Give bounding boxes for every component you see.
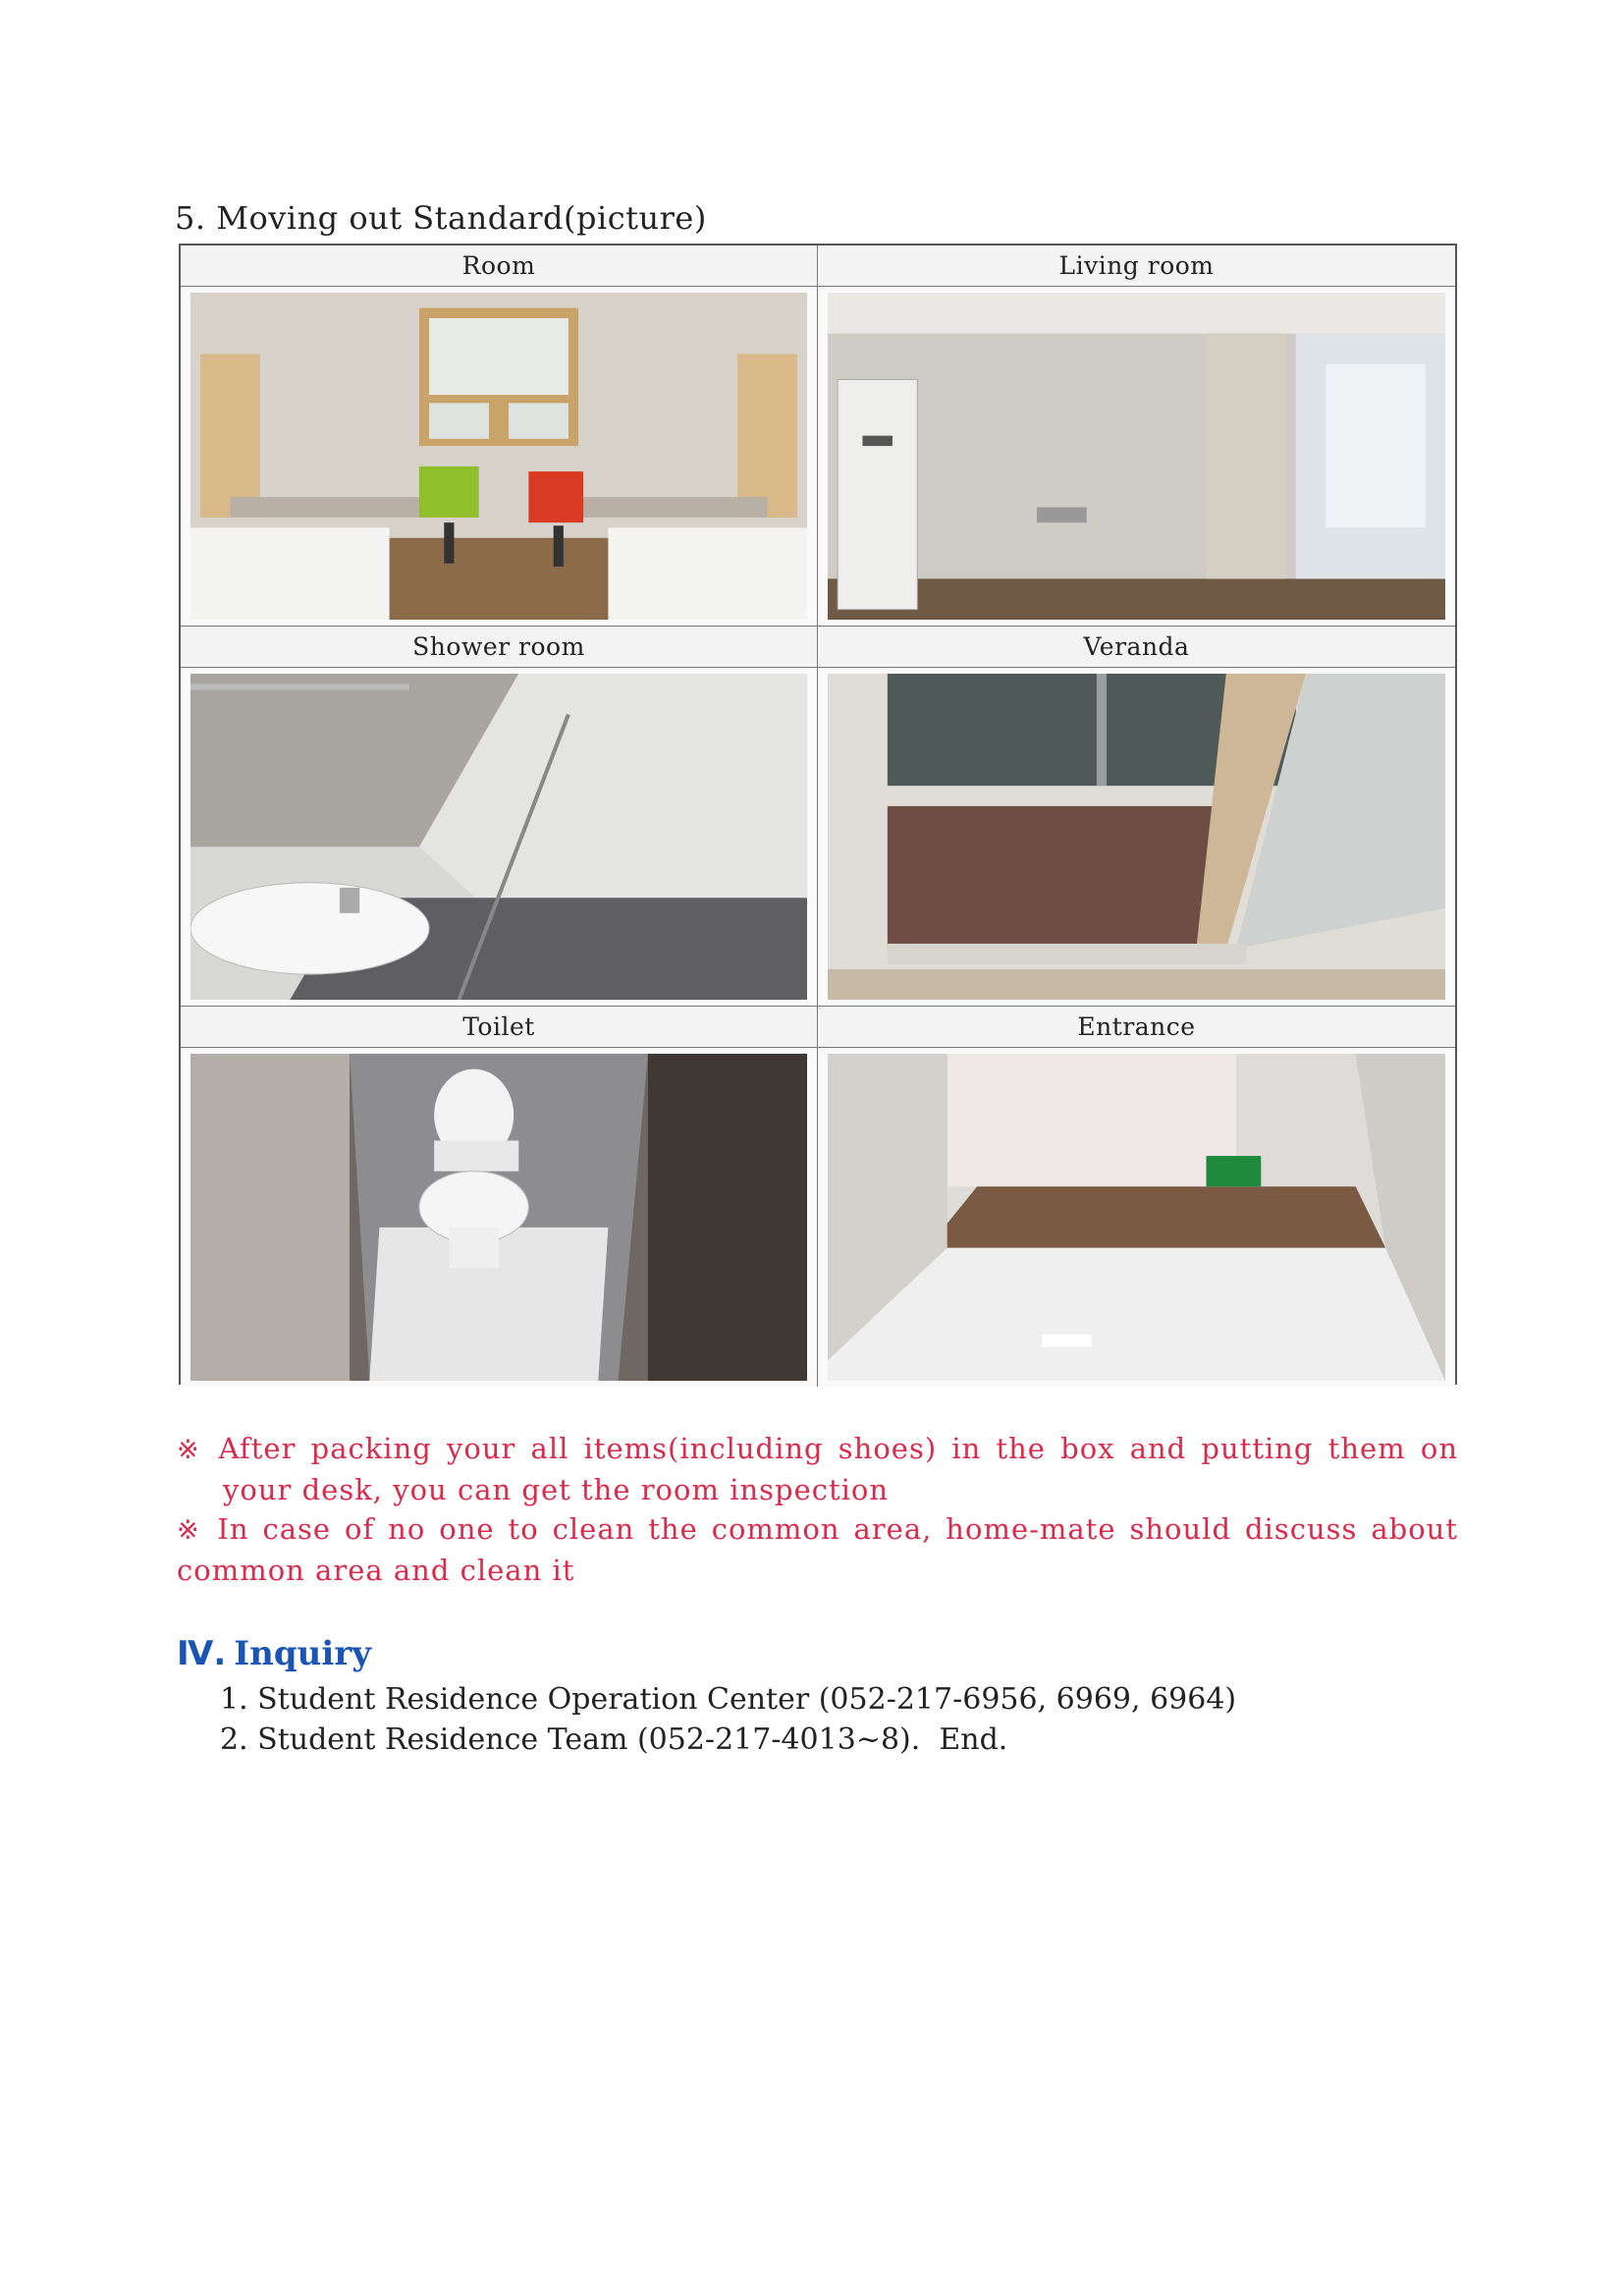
moving-out-photo-table bbox=[179, 244, 1457, 1385]
moving-out-notes bbox=[177, 1429, 1458, 1590]
inquiry-list bbox=[220, 1679, 1236, 1760]
reference-mark: ※ bbox=[177, 1435, 205, 1465]
section-heading: 5. Moving out Standard(picture) bbox=[175, 199, 707, 237]
inquiry-heading bbox=[177, 1634, 371, 1673]
note-packing-text: After packing your all items(including shoes) in the box and putting them on your desk, you can get the room inspection bbox=[218, 1432, 1458, 1506]
note-common-area-text: In case of no one to clean the common area, home-mate should discuss about common area and clean it bbox=[177, 1512, 1458, 1587]
caption-toilet: Toilet bbox=[181, 1007, 818, 1048]
inquiry-title: Inquiry bbox=[234, 1634, 371, 1673]
caption-shower-room: Shower room bbox=[181, 627, 818, 668]
photo-entrance bbox=[818, 1048, 1455, 1387]
caption-living-room: Living room bbox=[818, 246, 1455, 287]
photo-veranda bbox=[818, 668, 1455, 1007]
inquiry-item: 1. Student Residence Operation Center (052-217-6956, 6969, 6964) bbox=[220, 1682, 1237, 1717]
photo-toilet bbox=[181, 1048, 818, 1387]
caption-veranda: Veranda bbox=[818, 627, 1455, 668]
caption-entrance: Entrance bbox=[818, 1007, 1455, 1048]
caption-room: Room bbox=[181, 246, 818, 287]
photo-shower-room bbox=[181, 668, 818, 1007]
photo-room bbox=[181, 287, 818, 627]
note-packing bbox=[177, 1429, 1458, 1509]
reference-mark: ※ bbox=[177, 1515, 204, 1546]
inquiry-item: 2. Student Residence Team (052-217-4013~8). End. bbox=[220, 1722, 1008, 1757]
inquiry-roman-numeral: Ⅳ. bbox=[177, 1634, 227, 1673]
photo-living-room bbox=[818, 287, 1455, 627]
note-common-area bbox=[177, 1509, 1458, 1590]
